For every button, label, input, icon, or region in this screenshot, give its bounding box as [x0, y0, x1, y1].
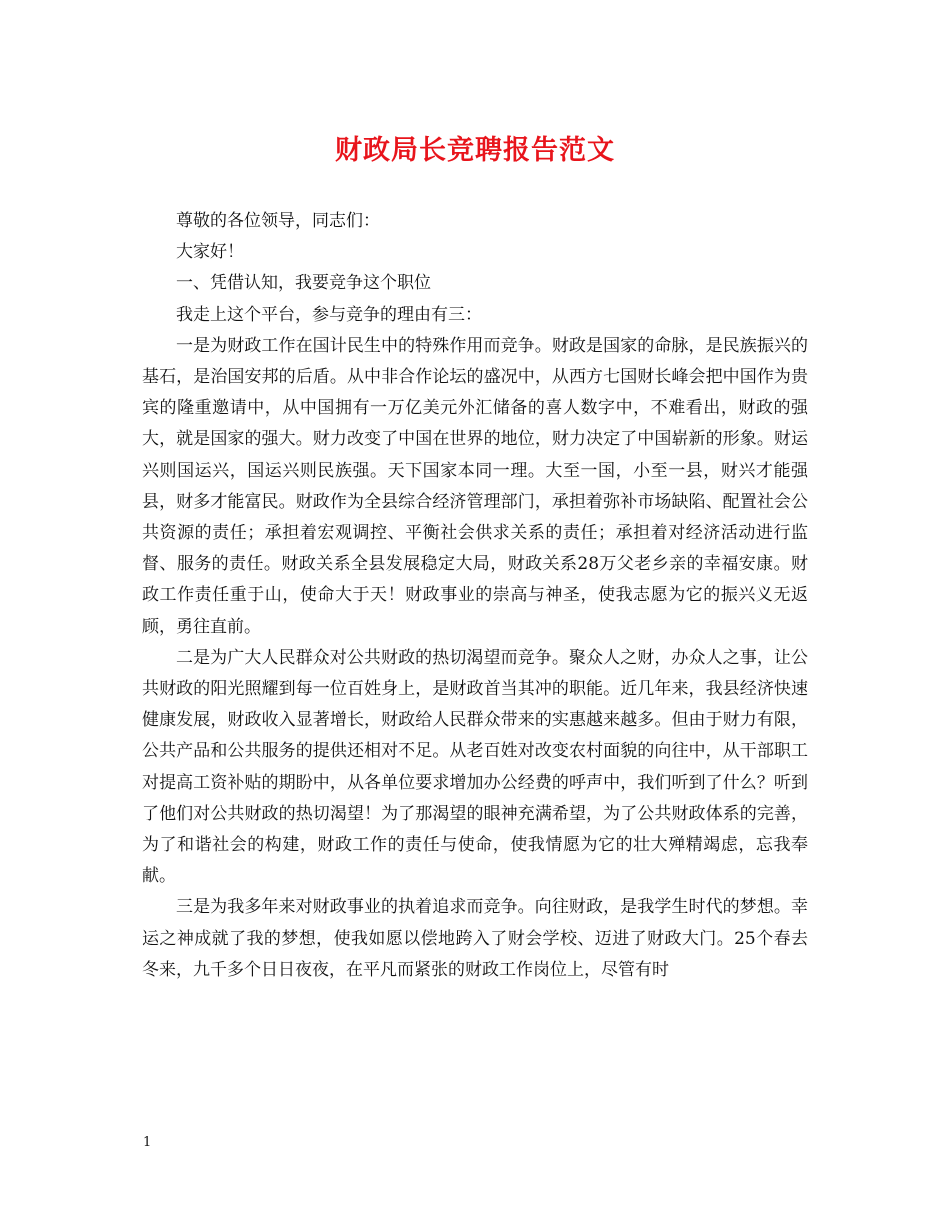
section-heading-1: 一、凭借认知，我要竞争这个职位: [176, 273, 431, 294]
document-body: [142, 206, 808, 986]
paragraph-intro: 我走上这个平台，参与竞争的理由有三：: [176, 304, 482, 325]
paragraph-reason-3: 三是为我多年来对财政事业的执着追求而竞争。向往财政，是我学生时代的梦想。幸运之神成就了我的梦想，使我如愿以偿地跨入了财会学校、迈进了财政大门。25个春去冬来，九千多个日日夜夜，在平凡而紧张的财政工作岗位上，尽管有时: [142, 897, 808, 980]
paragraph-reason-2: 二是为广大人民群众对公共财政的热切渴望而竞争。聚众人之财，办众人之事，让公共财政的阳光照耀到每一位百姓身上，是财政首当其冲的职能。近几年来，我县经济快速健康发展，财政收入显著增长，财政给人民群众带来的实惠越来越多。但由于财力有限，公共产品和公共服务的提供还相对不足。从老百姓对改变农村面貌的向往中，从干部职工对提高工资补贴的期盼中，从各单位要求增加办公经费的呼声中，我们听到了什么？听到了他们对公共财政的热切渴望！为了那渴望的眼神充满希望，为了公共财政体系的完善，为了和谐社会的构建，财政工作的责任与使命，使我情愿为它的壮大殚精竭虑，忘我奉献。: [142, 647, 808, 887]
paragraph-salutation: 尊敬的各位领导，同志们：: [176, 211, 380, 231]
paragraph-greeting: 大家好！: [176, 242, 244, 263]
paragraph-reason-1: 一是为财政工作在国计民生中的特殊作用而竞争。财政是国家的命脉，是民族振兴的基石，是治国安邦的后盾。从中非合作论坛的盛况中，从西方七国财长峰会把中国作为贵宾的隆重邀请中，从中国拥有一万亿美元外汇储备的喜人数字中，不难看出，财政的强大，就是国家的强大。财力改变了中国在世界的地位，财力决定了中国崭新的形象。财运兴则国运兴，国运兴则民族强。天下国家本同一理。大至一国，小至一县，财兴才能强县，财多才能富民。财政作为全县综合经济管理部门，承担着弥补市场缺陷、配置社会公共资源的责任；承担着宏观调控、平衡社会供求关系的责任；承担着对经济活动进行监督、服务的责任。财政关系全县发展稳定大局，财政关系28万父老乡亲的幸福安康。财政工作责任重于山，使命大于天！财政事业的崇高与神圣，使我志愿为它的振兴义无返顾，勇往直前。: [142, 335, 808, 637]
document-title: 财政局长竞聘报告范文: [335, 135, 615, 166]
page-number: 1: [143, 1135, 152, 1150]
